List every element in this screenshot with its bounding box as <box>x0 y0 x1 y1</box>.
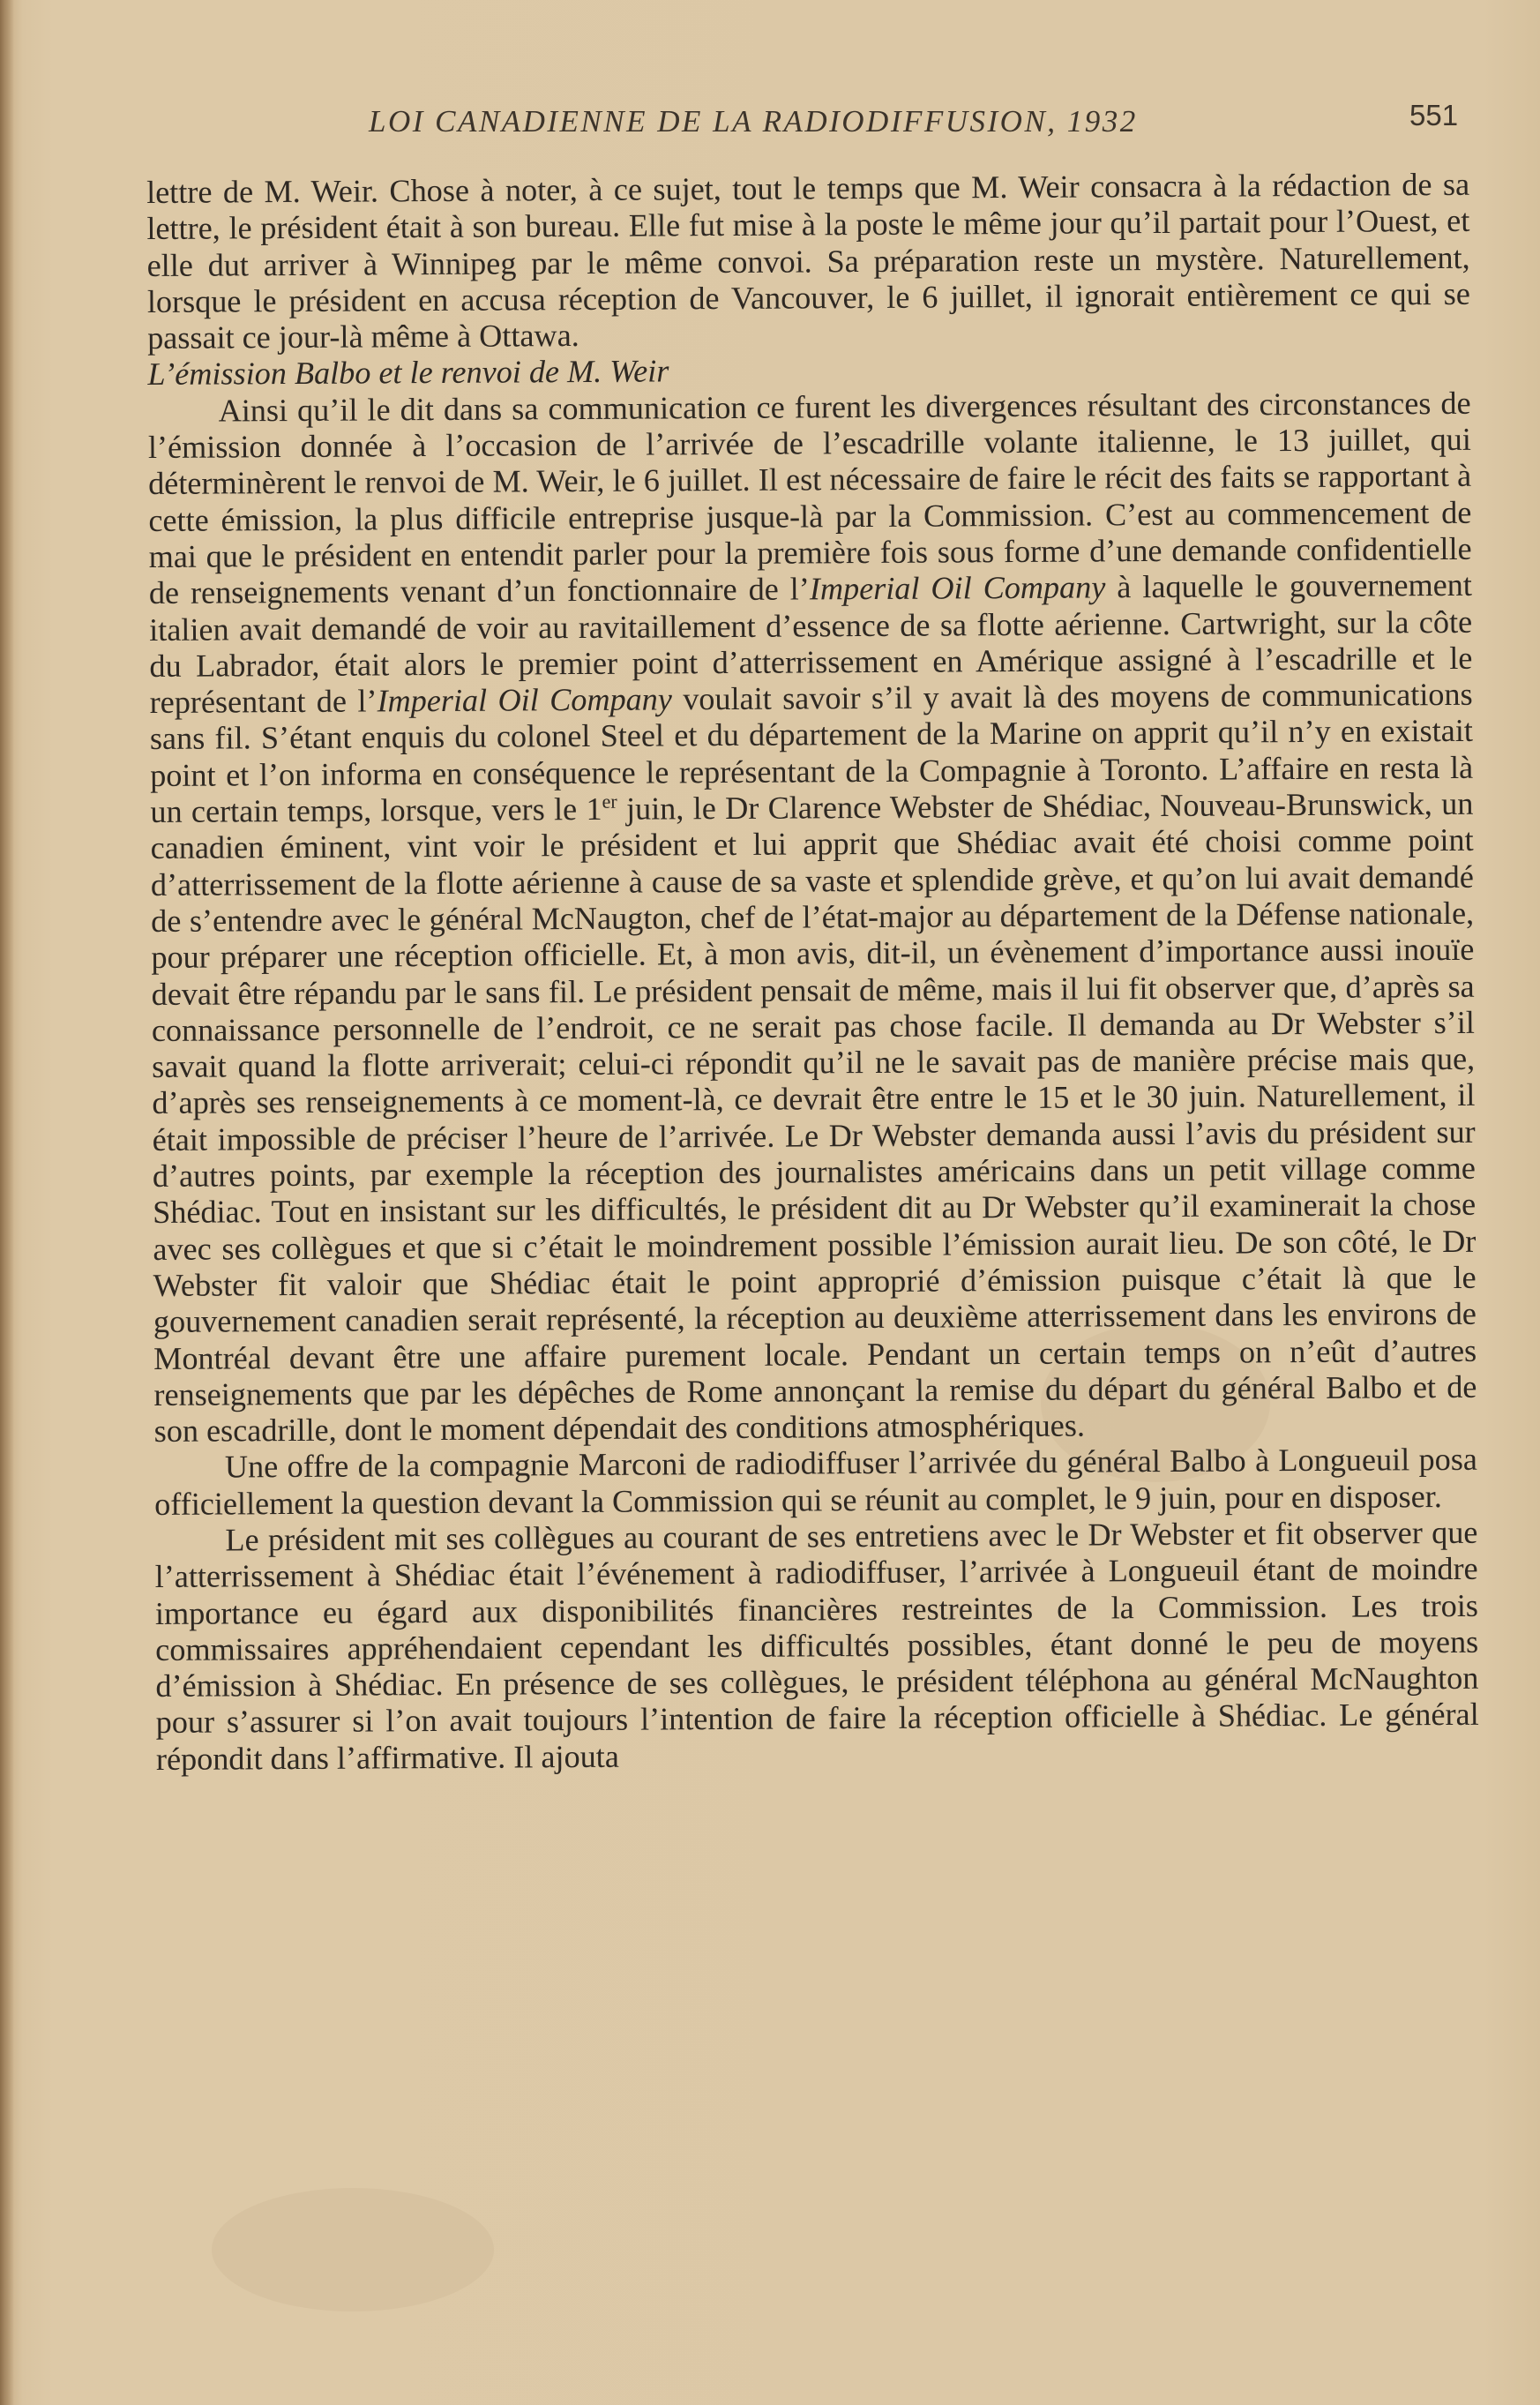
body-text <box>146 167 1479 1778</box>
paragraph-continued: lettre de M. Weir. Chose à noter, à ce sujet, tout le temps que M. Weir consacra à la rédaction de sa lettre, le président était à son bureau. Elle fut mise à la poste le même jour qu’il partait pour l’Ouest, et elle dut arriver à Winnipeg par le même convoi. Sa préparation reste un mystère. Naturellement, lorsque le président en accusa réception de Vancouver, le 6 juillet, il ignorait entièrement ce qui se passait ce jour-là même à Ottawa. <box>146 166 1470 356</box>
text-run: Ainsi qu’il le dit dans sa communication ce furent les divergences résultant des circonstances de l’émission donnée à l’occasion de l’arrivée de l’escadrille volante italienne, le 13 juillet, qui déterminèrent le renvoi de M. Weir, le 6 juillet. Il est nécessaire de faire le récit des faits se rapportant à cette émission, la plus difficile entreprise jusque-là par la Commission. C’est au commencement de mai que le président en entendit parler pour la première fois sous forme d’une demande confidentielle de renseignements venant d’un fonctionnaire de l’ <box>147 385 1472 611</box>
company-name-italic: Imperial Oil Company <box>377 681 672 719</box>
page-number: 551 <box>1409 99 1459 131</box>
paragraph-marconi-offer: Une offre de la compagnie Marconi de radiodiffuser l’arrivée du général Balbo à Longueuil posa officiellement la question devant la Commission qui se réunit au complet, le 9 juin, pour en disposer. <box>154 1442 1478 1522</box>
company-name-italic: Imperial Oil Company <box>809 569 1106 607</box>
binding-edge-shadow <box>0 0 14 2405</box>
running-head: LOI CANADIENNE DE LA RADIODIFFUSION, 1932 <box>369 104 1138 139</box>
paragraph-president: Le président mit ses collègues au courant de ses entretiens avec le Dr Webster et fit observer que l’atterrissement à Shédiac était l’événement à radiodiffuser, l’arrivée à Longueuil étant de moindre importance eu égard aux disponibilités financières restreintes de la Commission. Les trois commissaires appréhendaient cependant les difficultés possibles, étant donné le peu de moyens d’émission à Shédiac. En présence de ses collègues, le président téléphona au général McNaughton pour s’assurer si l’on avait toujours l’intention de faire la réception officielle à Shédiac. Le général répondit dans l’affirmative. Il ajouta <box>154 1514 1479 1777</box>
ordinal-superscript: er <box>602 790 617 813</box>
text-run: juin, le Dr Clarence Webster de Shédiac, Nouveau-Brunswick, un canadien éminent, vint voir le président et lui apprit que Shédiac avait été choisi comme point d’atterrissement de la flotte aérienne à cause de sa vaste et splendide grève, et qu’on lui avait demandé de s’entendre avec le général McNaugton, chef de l’état-major au département de la Défense nationale, pour préparer une réception officielle. Et, à mon avis, dit-il, un évènement d’importance aussi inouïe devait être répandu par le sans fil. Le président pensait de même, mais il lui fit observer que, d’après sa connaissance personnelle de l’endroit, ce ne serait pas chose facile. Il demanda au Dr Webster s’il savait quand la flotte arriverait; celui-ci répondit qu’il ne le savait pas de manière précise mais que, d’après ses renseignements à ce moment-là, ce devrait être entre le 15 et le 30 juin. Naturellement, il était impossible de préciser l’heure de l’arrivée. Le Dr Webster demanda aussi l’avis du président sur d’autres points, par exemple la réception des journalistes américains dans un petit village comme Shédiac. Tout en insistant sur les difficultés, le président dit au Dr Webster qu’il examinerait la chose avec ses collègues et que si c’était le moindrement possible l’émission aurait lieu. De son côté, le Dr Webster fit valoir que Shédiac était le point approprié d’émission puisque c’était là que le gouvernement canadien serait représenté, la réception au deuxième atterrissement dans les environs de Montréal devant être une affaire purement locale. Pendant un certain temps on n’eût d’autres renseignements que par les dépêches de Rome annonçant la remise du départ du général Balbo et de son escadrille, dont le moment dépendait des conditions atmosphériques. <box>150 785 1477 1450</box>
text-run: à laquelle le gouvernement italien avait demandé de voir au ravitaillement d’essence de sa flotte aérienne. Cartwright, sur la côte du Labrador, était alors le premier point d’atterrissement en Amérique assigné à l’escadrille et le représentant de l’ <box>149 567 1473 721</box>
section-heading: L’émission Balbo et le renvoi de M. Weir <box>147 353 669 393</box>
paragraph-balbo-emission <box>148 386 1477 1450</box>
text-run: voulait savoir s’il y avait là des moyens de communications sans fil. S’étant enquis du colonel Steel et du département de la Marine on apprit qu’il n’y en existait point et l’on informa en conséquence le représentant de la Compagnie à Toronto. L’affaire en resta là un certain temps, lorsque, vers le 1 <box>149 676 1474 830</box>
paper-stain <box>212 2188 494 2311</box>
